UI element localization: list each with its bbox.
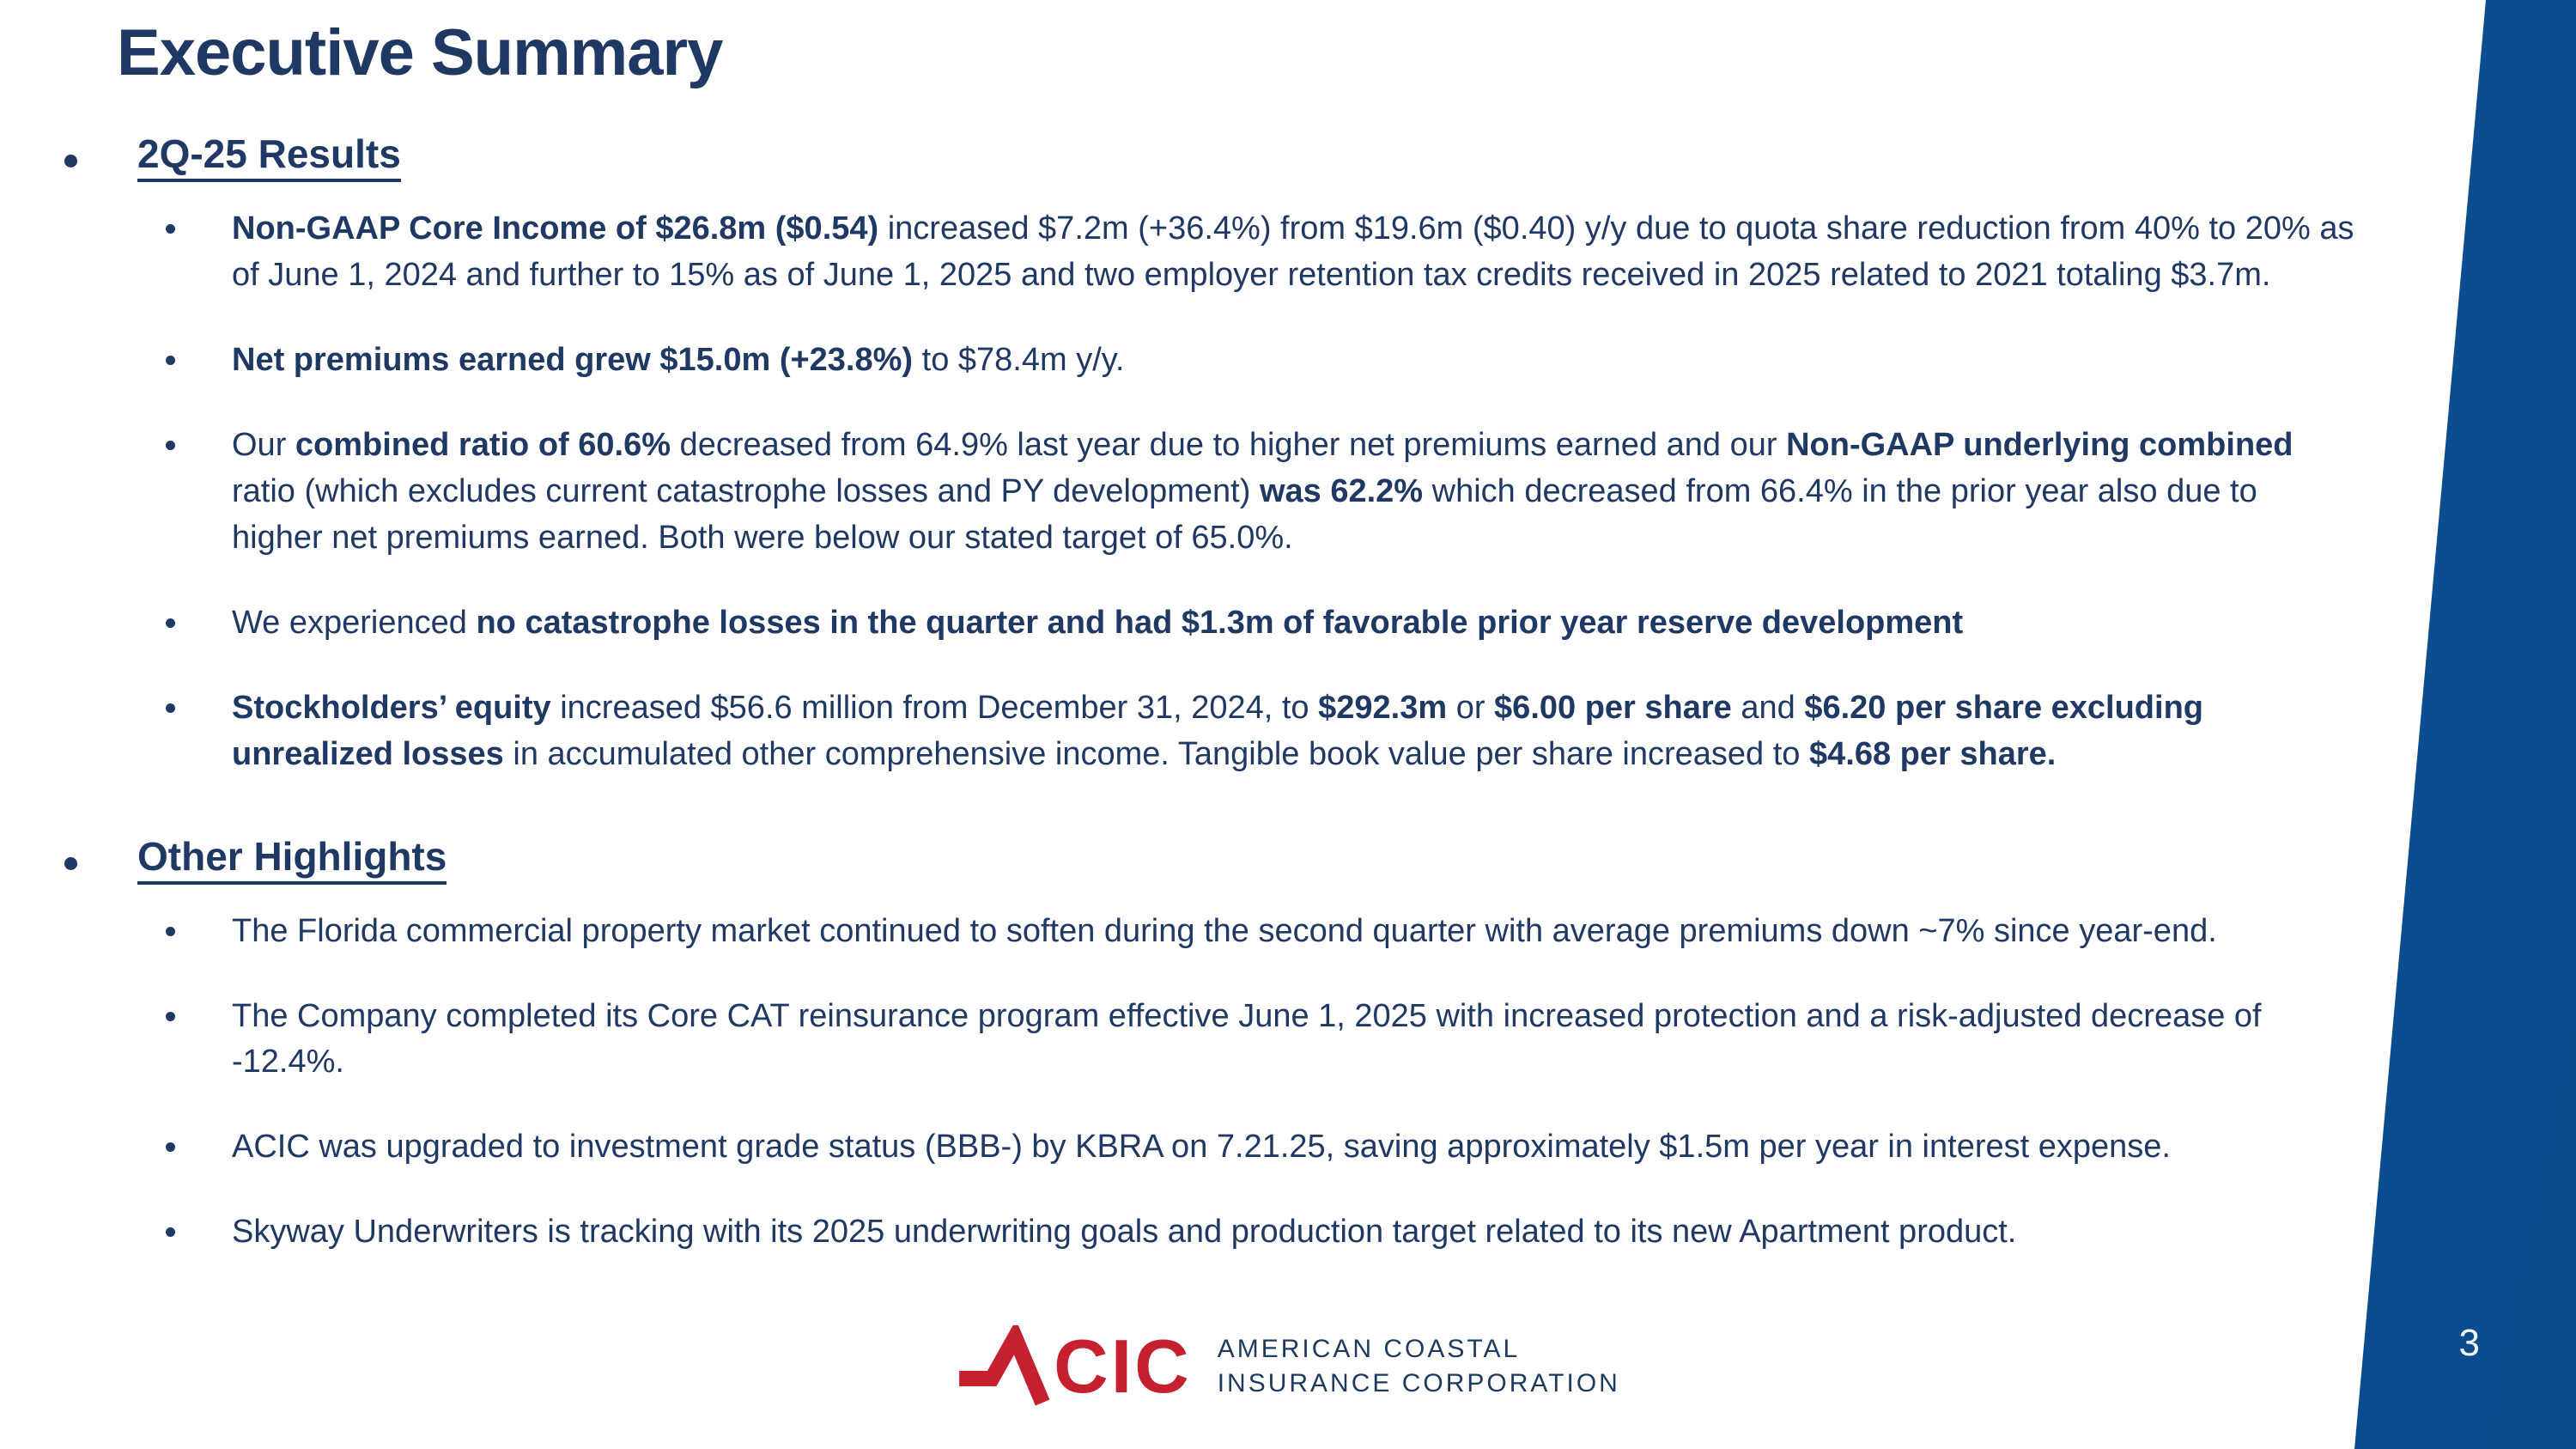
bullet-text-skyway-underwriters: Skyway Underwriters is tracking with its 2025 underwriting goals and production target related to its new Apartment product. bbox=[232, 1214, 2017, 1251]
bullet-text-cat-reinsurance: The Company completed its Core CAT reinsurance program effective June 1, 2025 with increased protection and a risk-adjusted decrease of -12.4%. bbox=[232, 997, 2262, 1081]
acic-logo-a-icon bbox=[956, 1325, 1059, 1408]
list-item bbox=[166, 206, 2355, 299]
section-heading: Other Highlights bbox=[137, 833, 447, 885]
bullet-text-stockholders-equity: Stockholders’ equity increased $56.6 million from December 31, 2024, to $292.3m or $6.00 per share and $6.20 per share excluding unrealized losses in accumulated other comprehensive income. Tangible book value per share increased to $4.68 per share. bbox=[232, 689, 2203, 772]
bullet-list bbox=[166, 206, 2355, 778]
bullet-text-florida-market: The Florida commercial property market continued to soften during the second quarter with average premiums down ~7% since year-end. bbox=[232, 912, 2217, 949]
bullet-dot-level1 bbox=[64, 155, 77, 167]
page-title: Executive Summary bbox=[117, 16, 723, 89]
list-item bbox=[166, 423, 2355, 562]
bullet-dot-level2 bbox=[166, 1227, 175, 1237]
bullet-dot-level2 bbox=[166, 703, 175, 713]
bullet-text-combined-ratio: Our combined ratio of 60.6% decreased from 64.9% last year due to higher net premiums earned and our Non-GAAP underlying combined ratio (which excludes current catastrophe losses and PY development) was 62.2% which decreased from 66.4% in the prior year also due to higher net premiums earned. Both were below our stated target of 65.0%. bbox=[232, 426, 2293, 556]
section-other-highlights bbox=[64, 833, 2355, 1257]
list-item bbox=[166, 685, 2355, 778]
list-item bbox=[166, 600, 2355, 647]
list-item bbox=[166, 994, 2355, 1087]
footer-logo bbox=[956, 1325, 1620, 1408]
bullet-dot-level2 bbox=[166, 356, 175, 365]
bullet-dot-level2 bbox=[166, 927, 175, 936]
bullet-dot-level2 bbox=[166, 224, 175, 234]
bullet-text-net-premiums: Net premiums earned grew $15.0m (+23.8%) to $78.4m y/y. bbox=[232, 341, 1125, 378]
bullet-dot-level2 bbox=[166, 618, 175, 628]
acic-logo-letters: CIC bbox=[1054, 1324, 1192, 1409]
bullet-text-kbra-upgrade: ACIC was upgraded to investment grade status (BBB-) by KBRA on 7.21.25, saving approximately $1.5m per year in interest expense. bbox=[232, 1129, 2171, 1166]
section-heading-row bbox=[64, 131, 2355, 182]
list-item bbox=[166, 1124, 2355, 1171]
bullet-dot-level2 bbox=[166, 1142, 175, 1152]
section-2q25-results bbox=[64, 131, 2355, 778]
company-name-line2: INSURANCE CORPORATION bbox=[1217, 1369, 1620, 1397]
bullet-dot-level2 bbox=[166, 441, 175, 450]
bullet-dot-level2 bbox=[166, 1012, 175, 1021]
list-item bbox=[166, 909, 2355, 955]
bullet-text-catastrophe-losses: We experienced no catastrophe losses in the quarter and had $1.3m of favorable prior year reserve development bbox=[232, 604, 1964, 641]
bullet-dot-level1 bbox=[64, 857, 77, 870]
bullet-list bbox=[166, 909, 2355, 1257]
list-item bbox=[166, 338, 2355, 384]
section-heading-row bbox=[64, 833, 2355, 885]
slide-content bbox=[64, 131, 2355, 1256]
section-heading: 2Q-25 Results bbox=[137, 131, 401, 182]
company-name bbox=[1218, 1332, 1620, 1402]
list-item bbox=[166, 1209, 2355, 1256]
company-name-line1: AMERICAN COASTAL bbox=[1217, 1334, 1521, 1363]
acic-logo bbox=[956, 1325, 1192, 1408]
bullet-text-core-income: Non-GAAP Core Income of $26.8m ($0.54) increased $7.2m (+36.4%) from $19.6m ($0.40) y/y due to quota share reduction from 40% to 20% as of June 1, 2024 and further to 15% as of June 1, 2025 and two employer retention tax credits received in 2025 related to 2021 totaling $3.7m. bbox=[232, 210, 2354, 293]
page-number: 3 bbox=[2458, 1322, 2480, 1364]
